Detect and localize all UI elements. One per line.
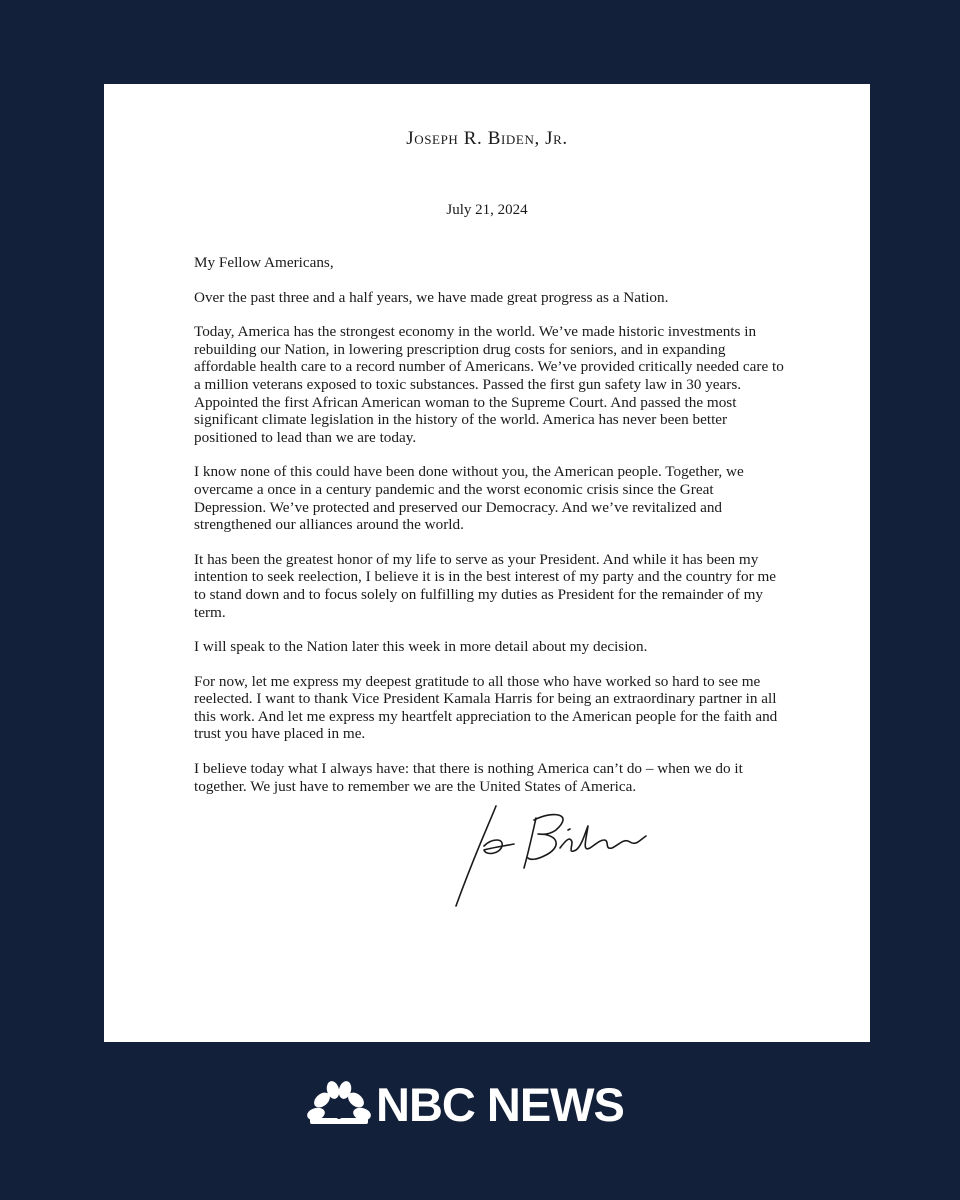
paragraph-7: I believe today what I always have: that there is nothing America can’t do – when we do it together. We just have to remember we are the United States of America. [194, 760, 743, 795]
salutation: My Fellow Americans, [194, 254, 334, 271]
paragraph-4: It has been the greatest honor of my life to serve as your President. And while it has been my intention to seek reelection, I believe it is in the best interest of my party and the country for me to stand down and to focus solely on fulfilling my duties as President for the remainder of my term. [194, 550, 777, 621]
signature-icon [444, 796, 654, 916]
paragraph-5: I will speak to the Nation later this week in more detail about my decision. [194, 638, 648, 656]
paragraph-2: Today, America has the strongest economy in the world. We’ve made historic investments in rebuilding our Nation, in lowering prescription drug costs for seniors, and in expanding affordable health care to a record number of Americans. We’ve provided critically needed care to a million veterans exposed to toxic substances. Passed the first gun safety law in 30 years. Appointed the first African American woman to the Supreme Court. And passed the most significant climate legislation in the history of the world. America has never been better positioned to lead than we are today. [194, 323, 784, 446]
letterhead: Joseph R. Biden, Jr. [406, 128, 568, 149]
letter-body [194, 254, 784, 812]
paragraph-3: I know none of this could have been done without you, the American people. Together, we overcame a once in a century pandemic and the worst economic crisis since the Great Depression. We’ve protected and preserved our Democracy. And we’ve revitalized and strengthened our alliances around the world. [194, 463, 744, 534]
nbc-news-logo [306, 1080, 656, 1132]
peacock-logo-icon [306, 1080, 372, 1126]
brand-name: NBC NEWS [376, 1078, 624, 1131]
letter-page [104, 84, 870, 1042]
paragraph-1: Over the past three and a half years, we have made great progress as a Nation. [194, 288, 669, 306]
paragraph-6: For now, let me express my deepest gratitude to all those who have worked so hard to see me reelected. I want to thank Vice President Kamala Harris for being an extraordinary partner in all this work. And let me express my heartfelt appreciation to the American people for the faith and trust you have placed in me. [194, 672, 778, 743]
letter-date: July 21, 2024 [446, 202, 528, 218]
